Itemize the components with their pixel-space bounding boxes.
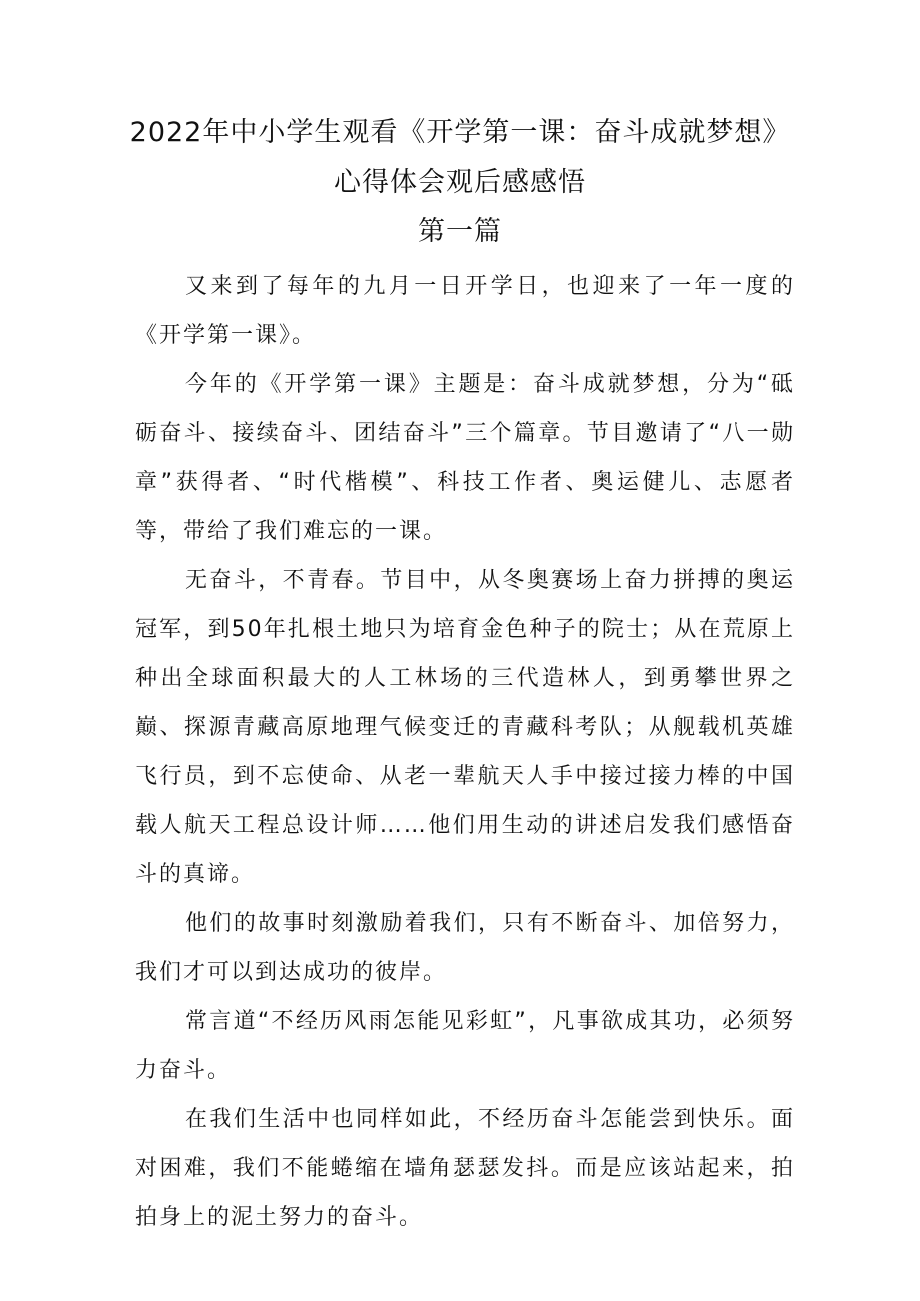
- paragraph-3: 无奋斗，不青春。节目中，从冬奥赛场上奋力拼搏的奥运冠军，到50年扎根土地只为培育金色种子的院士；从在荒原上种出全球面积最大的人工林场的三代造林人，到勇攀世界之巅、探源青藏高原地理气候变迁的青藏科考队；从舰载机英雄飞行员，到不忘使命、从老一辈航天人手中接过接力棒的中国载人航天工程总设计师……他们用生动的讲述启发我们感悟奋斗的真谛。: [135, 568, 795, 887]
- document-body: [135, 262, 795, 1242]
- document-title-line-2: 心得体会观后感感悟: [334, 167, 586, 198]
- document-title-line-1: 2022年中小学生观看《开学第一课：奋斗成就梦想》: [129, 117, 791, 148]
- paragraph-2: 今年的《开学第一课》主题是：奋斗成就梦想，分为“砥砺奋斗、接续奋斗、团结奋斗”三个篇章。节目邀请了“八一勋章”获得者、“时代楷模”、科技工作者、奥运健儿、志愿者等，带给了我们难忘的一课。: [135, 372, 796, 544]
- paragraph-5: 常言道“不经历风雨怎能见彩虹”，凡事欲成其功，必须努力奋斗。: [135, 1009, 795, 1083]
- paragraph-4: 他们的故事时刻激励着我们，只有不断奋斗、加倍努力，我们才可以到达成功的彼岸。: [135, 911, 795, 985]
- paragraph-1: 又来到了每年的九月一日开学日，也迎来了一年一度的《开学第一课》。: [135, 274, 795, 348]
- paragraph-6: 在我们生活中也同样如此，不经历奋斗怎能尝到快乐。面对困难，我们不能蜷缩在墙角瑟瑟发抖。而是应该站起来，拍拍身上的泥土努力的奋斗。: [135, 1107, 795, 1230]
- section-heading: 第一篇: [418, 216, 502, 247]
